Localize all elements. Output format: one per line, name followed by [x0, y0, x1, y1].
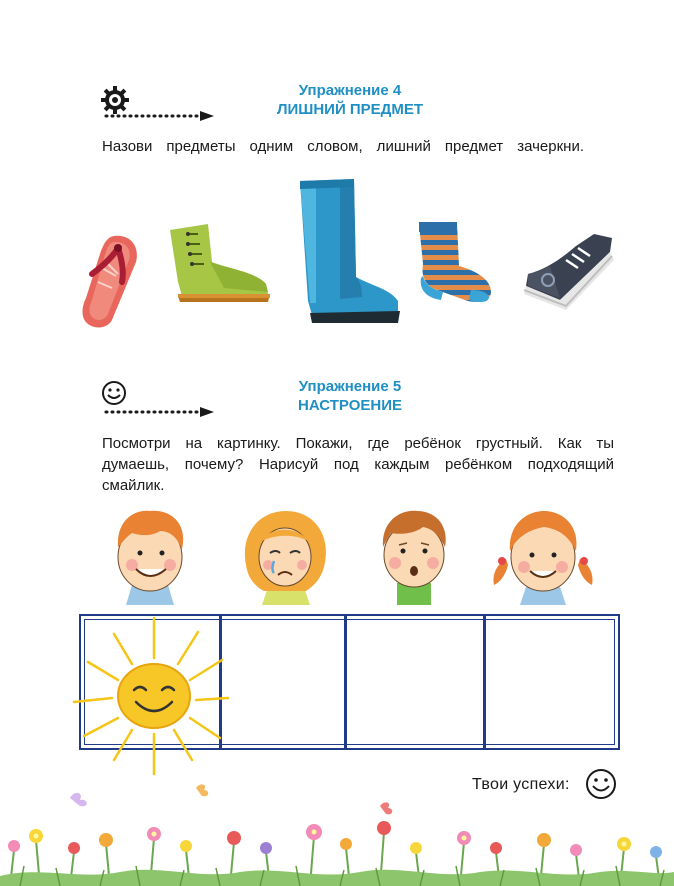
- drawing-cell-2[interactable]: [220, 616, 347, 748]
- exercise-4-instruction: Назови предметы одним словом, лишний предмет зачеркни.: [102, 138, 584, 155]
- child-surprised-boy-image: [367, 505, 459, 605]
- boot-image: [164, 222, 274, 304]
- dotted-arrow-icon: [104, 110, 216, 122]
- exercise-5-title: НАСТРОЕНИЕ: [297, 397, 402, 414]
- drawing-cell-4[interactable]: [486, 616, 617, 748]
- sun-smiley-image: [70, 610, 230, 780]
- smiley-icon: [101, 380, 127, 406]
- drawing-cell-3[interactable]: [347, 616, 486, 748]
- exercise-4-title: ЛИШНИЙ ПРЕДМЕТ: [276, 101, 424, 118]
- sock-image: [415, 220, 495, 304]
- sneaker-image: [520, 230, 615, 312]
- exercise-5-number: Упражнение 5: [298, 378, 402, 395]
- exercise-5-instruction: Посмотри на картинку. Покажи, где ребёнок грустный. Как ты думаешь, почему? Нарисуй под каждым ребёнком подходящий смайлик.: [102, 435, 614, 494]
- exercise-4-number: Упражнение 4: [298, 82, 402, 99]
- child-happy-girl-image: [488, 505, 598, 605]
- rubber-boot-image: [290, 177, 402, 327]
- success-label: Твои успехи:: [472, 776, 570, 793]
- dotted-arrow-icon: [104, 406, 216, 418]
- flip-flop-image: [78, 232, 144, 330]
- flower-meadow-decoration: [0, 780, 674, 886]
- child-happy-boy-image: [104, 505, 196, 605]
- child-crying-girl-image: [238, 505, 333, 605]
